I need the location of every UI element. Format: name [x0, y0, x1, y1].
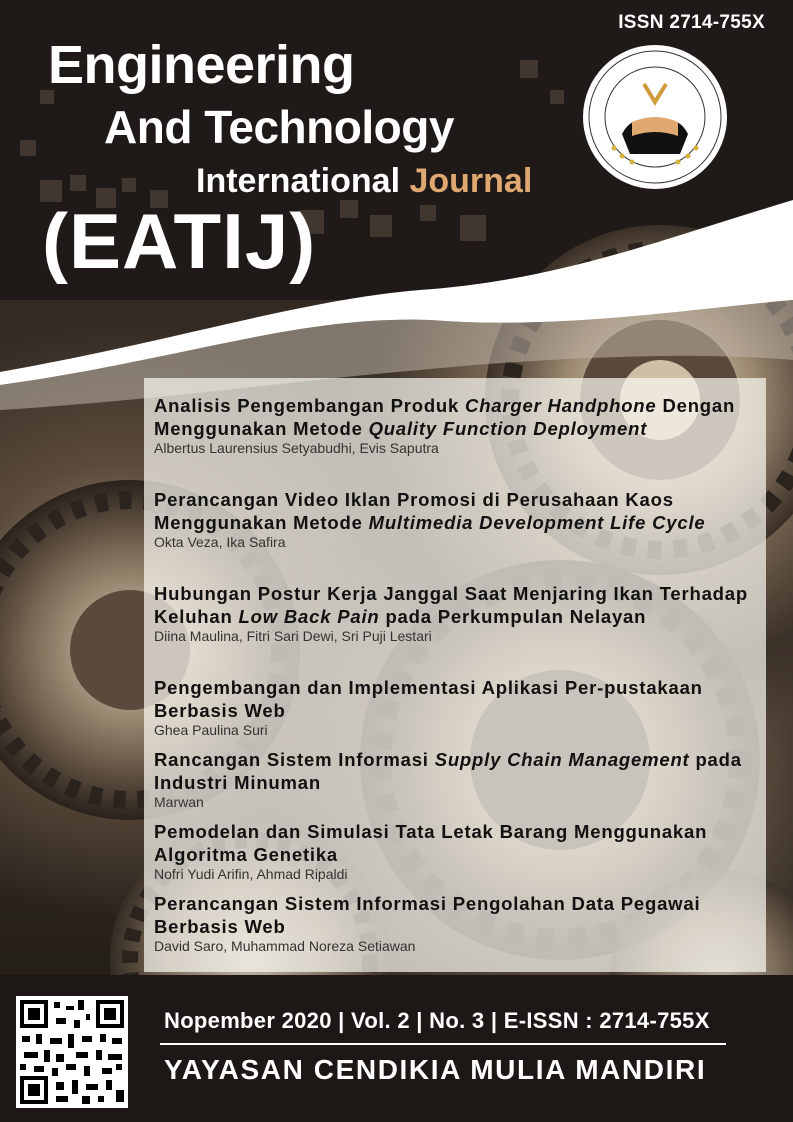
article-title: Perancangan Video Iklan Promosi di Perusahaan Kaos Menggunakan Metode Multimedia Development Life Cycle [154, 489, 706, 533]
issue-info: Nopember 2020 | Vol. 2 | No. 3 | E-ISSN : 2714-755X [164, 1008, 710, 1033]
title-line-and-technology: And Technology [104, 101, 454, 153]
article-item [154, 748, 754, 811]
article-item [154, 676, 754, 739]
article-title: Analisis Pengembangan Produk Charger Handphone Dengan Menggunakan Metode Quality Function Deployment [154, 395, 736, 439]
article-item [154, 394, 754, 457]
article-authors: Diina Maulina, Fitri Sari Dewi, Sri Puji Lestari [154, 628, 432, 644]
article-title: Pengembangan dan Implementasi Aplikasi Per-pustakaan Berbasis Web [154, 677, 703, 721]
issn-label: ISSN 2714-755X [618, 12, 765, 33]
journal-logo-icon [582, 44, 728, 190]
journal-abbreviation: (EATIJ) [42, 197, 317, 285]
article-title: Perancangan Sistem Informasi Pengolahan Data Pegawai Berbasis Web [154, 893, 701, 937]
article-authors: Marwan [154, 794, 204, 810]
article-title: Rancangan Sistem Informasi Supply Chain Management pada Industri Minuman [154, 749, 742, 793]
article-item [154, 582, 754, 645]
publisher-name: YAYASAN CENDIKIA MULIA MANDIRI [164, 1054, 707, 1085]
article-list [144, 378, 766, 972]
article-title: Pemodelan dan Simulasi Tata Letak Barang Menggunakan Algoritma Genetika [154, 821, 708, 865]
article-title: Hubungan Postur Kerja Janggal Saat Menjaring Ikan Terhadap Keluhan Low Back Pain pada Perkumpulan Nelayan [154, 583, 748, 627]
article-authors: David Saro, Muhammad Noreza Setiawan [154, 938, 416, 954]
article-authors: Albertus Laurensius Setyabudhi, Evis Saputra [154, 440, 439, 456]
qr-code-icon [16, 996, 128, 1108]
article-item [154, 820, 754, 883]
article-authors: Ghea Paulina Suri [154, 722, 268, 738]
title-international: International [196, 162, 410, 200]
title-journal: Journal [409, 162, 533, 200]
article-item [154, 488, 754, 551]
article-item [154, 892, 754, 955]
footer-divider [160, 1043, 726, 1045]
article-authors: Okta Veza, Ika Safira [154, 534, 286, 550]
article-authors: Nofri Yudi Arifin, Ahmad Ripaldi [154, 866, 348, 882]
title-line-engineering: Engineering [48, 35, 355, 95]
